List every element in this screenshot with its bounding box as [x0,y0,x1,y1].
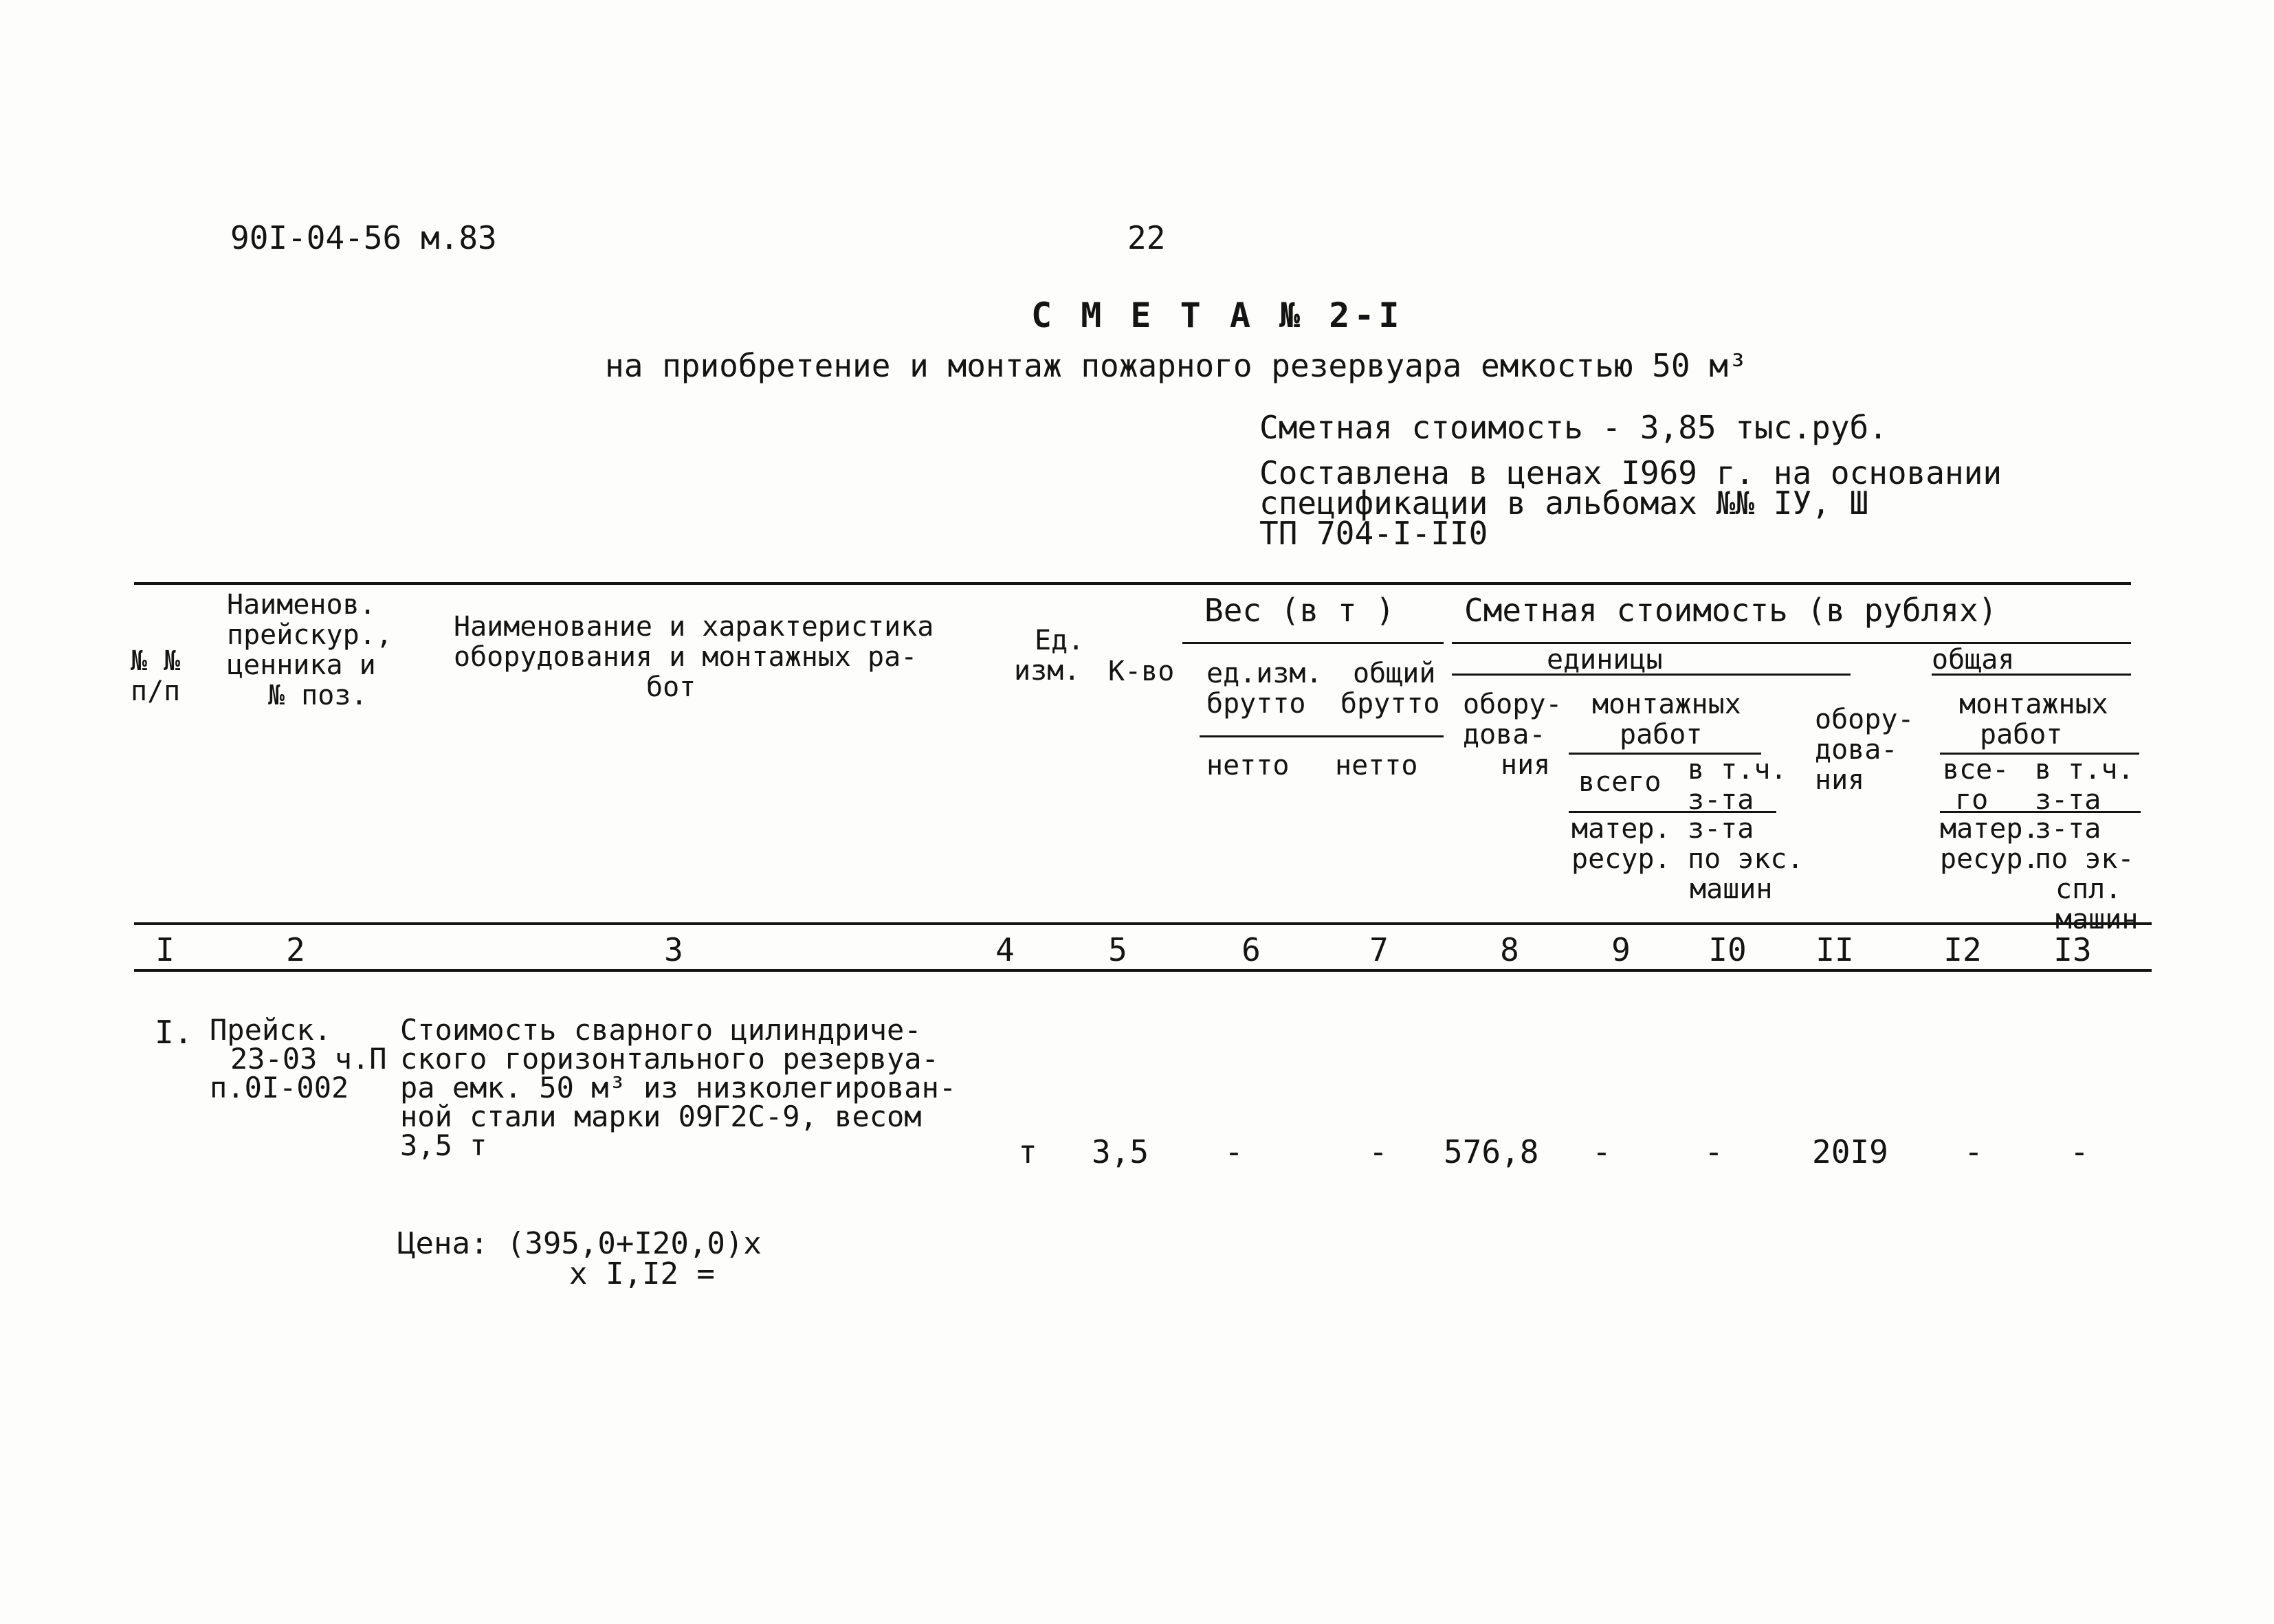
header-cost-group: Сметная стоимость (в рублях) [1464,592,1998,629]
header-col4: Ед. изм. [1014,625,1085,687]
column-number: 5 [1108,931,1127,968]
header-total-group: общая [1932,644,2015,676]
row-quantity: 3,5 [1092,1133,1149,1170]
row-mount-total-unit: - [1592,1133,1611,1170]
header-unit-mount: монтажных работ [1592,689,1741,750]
header-col8: обору- дова- ния [1463,689,1563,781]
basis-line-2: спецификации в альбомах №№ IУ, Ш [1259,485,1869,522]
header-col7-bottom: нетто [1335,750,1418,781]
row-pricelist: Прейск. 23-03 ч.П п.0I-002 [210,1013,387,1104]
page-number: 22 [1127,219,1166,256]
weight-netto-rule [1200,735,1444,737]
header-col9-bottom: матер. ресур. [1571,813,1671,875]
page-title: С М Е Т А № 2-I [1031,296,1404,335]
row-weight-total: - [1369,1133,1388,1170]
price-formula: Цена: (395,0+I20,0)x x I,I2 = [397,1226,762,1291]
column-number: 4 [995,931,1015,968]
header-col13-top: в т.ч. з-та [2035,754,2134,816]
document-code: 90I-04-56 м.83 [230,219,497,256]
header-col12-bottom: матер. ресур. [1940,813,2040,875]
header-total-mount: монтажных работ [1959,689,2108,750]
column-number: I0 [1708,931,1747,968]
row-unit: т [1018,1133,1037,1170]
header-col13-bottom: з-та по эк- спл. машин [2035,813,2139,935]
header-col3: Наименование и характеристика оборудования и монтажных ра- бот [454,611,934,703]
table-top-rule [134,582,2131,585]
header-col9-top: всего [1578,766,1662,798]
column-number: 6 [1241,931,1261,968]
header-weight-group: Вес (в т ) [1204,592,1395,629]
row-equipment-unit: 576,8 [1444,1133,1539,1170]
header-col7-top: общий брутто [1340,658,1440,720]
estimated-cost: Сметная стоимость - 3,85 тыс.руб. [1259,409,1888,446]
column-number: I3 [2053,931,2092,968]
column-number: 2 [286,931,305,968]
column-numbers-rule [134,969,2152,972]
header-col6-bottom: нетто [1206,750,1290,781]
basis-line-1: Составлена в ценах I969 г. на основании [1259,454,2002,491]
header-col12-top: все- го [1943,754,2009,816]
row-description: Стоимость сварного цилиндриче- ского горизонтального резервуа- ра емк. 50 м³ из низколегирован- ной стали марки 09Г2С-9, весом 3,5 т [400,1013,957,1162]
header-col11: обору- дова- ния [1815,704,1914,796]
header-col2: Наименов. прейскур., ценника и № поз. [227,589,393,711]
column-number: 8 [1500,931,1519,968]
header-col5: К-во [1108,656,1175,687]
column-number: I2 [1943,931,1982,968]
column-number: 3 [664,931,683,968]
column-number: 9 [1611,931,1631,968]
row-number: I. [155,1014,193,1051]
header-bottom-rule [134,922,2152,925]
header-col10-top: в т.ч. з-та [1688,754,1787,816]
column-number: 7 [1369,931,1389,968]
page-subtitle: на приобретение и монтаж пожарного резервуара емкостью 50 м³ [605,347,1747,384]
row-mount-total: - [1964,1133,1983,1170]
column-number: I [155,931,175,968]
header-col1: № № п/п [131,645,181,707]
header-col10-bottom: з-та по экс. машин [1688,813,1804,905]
row-mount-wage-unit: - [1704,1133,1723,1170]
weight-group-rule [1182,642,1444,644]
basis-line-3: ТП 704-I-II0 [1259,515,1488,552]
row-weight-unit: - [1224,1133,1244,1170]
row-mount-wage-total: - [2070,1133,2089,1170]
row-equipment-total: 20I9 [1812,1133,1888,1170]
column-number: II [1815,931,1854,968]
header-col6-top: ед.изм. брутто [1206,658,1323,720]
header-unit-group: единицы [1547,644,1663,676]
